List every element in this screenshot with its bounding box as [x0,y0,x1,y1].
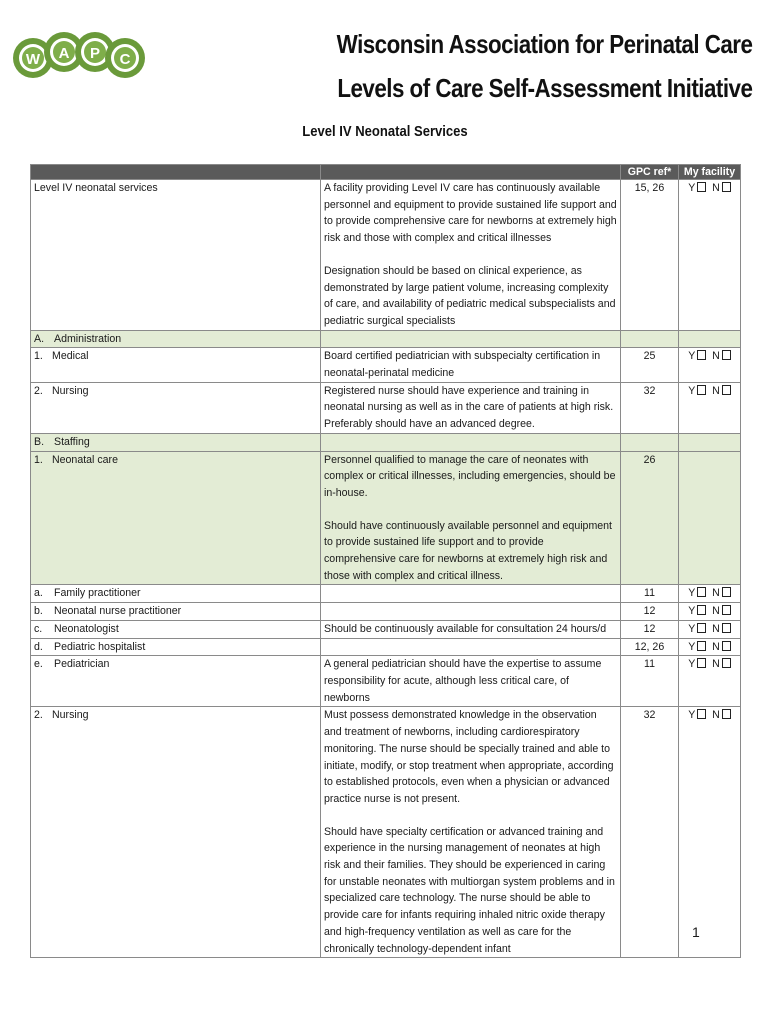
logo-circle-c [105,38,145,78]
yes-checkbox[interactable] [697,641,706,651]
section-row-staffing: B. Staffing [31,433,741,451]
row-description: Registered nurse should have experience and training in neonatal nursing as well as in the care of patients at high risk. Preferably should have an advanced degree. [321,382,621,433]
table-row: e. Pediatrician A general pediatrician should have the expertise to assume responsibility for acute, although less critical care, of newborns 11 Y N [31,656,741,707]
title-line-2: Levels of Care Self-Assessment Initiative [336,73,752,103]
row-description: Must possess demonstrated knowledge in the observation and treatment of newborns, including cardiorespiratory monitoring. The nurse should be specially trained and able to initiate, modify, or stop treatment when appropriate, according to established protocols, even when a physician or advanced practice nurse is not present. Should have specialty certification or advanced training and experience in the nursing management of neonates at high risk and their families. They should be experienced in caring for unstable neonates with multiorgan system problems and in specialized care technology. The nurse should be able to provide care for infants requiring inhaled nitric oxide therapy and high-frequency ventilation as well as care for the chronically technology-dependent infant [321,707,621,958]
svg-text:C: C [119,51,131,68]
table-row: a. Family practitioner 11 Y N [31,585,741,603]
yes-checkbox[interactable] [697,709,706,719]
yes-checkbox[interactable] [697,385,706,395]
table-row: 2. Nursing Registered nurse should have experience and training in neonatal nursing as well as in the care of patients at high risk. Preferably should have an advanced degree. 32 Y N [31,382,741,433]
row-label: Level IV neonatal services [31,180,321,331]
section-row-administration: A. Administration [31,330,741,348]
table-row: 1. Medical Board certified pediatrician with subspecialty certification in neonatal-perinatal medicine 25 Y N [31,348,741,382]
page-number: 1 [692,924,700,940]
no-checkbox[interactable] [722,709,731,719]
row-facility-yn: Y N [679,180,741,331]
yes-checkbox[interactable] [697,623,706,633]
yes-checkbox[interactable] [697,350,706,360]
svg-text:W: W [25,51,41,68]
no-checkbox[interactable] [722,658,731,668]
title-line-1: Wisconsin Association for Perinatal Care [336,29,752,59]
header-gpc-ref: GPC ref* [621,165,679,180]
table-row: 2. Nursing Must possess demonstrated knowledge in the observation and treatment of newborns, including cardiorespiratory monitoring. The nurse should be specially trained and able to initiate, modify, or stop treatment when appropriate, according to established protocols, even when a physician or advanced practice nurse is not present. Should have specialty certification or advanced training and experience in the nursing management of neonates at high risk and their families. They should be experienced in caring for unstable neonates with multiorgan system problems and in specialized care technology. The nurse should be able to provide care for infants requiring inhaled nitric oxide therapy and high-frequency ventilation as well as care for the chronically technology-dependent infant 32 Y N [31,707,741,958]
header-blank-2 [321,165,621,180]
table-row [31,180,741,331]
no-checkbox[interactable] [722,623,731,633]
header-my-facility: My facility [679,165,741,180]
no-checkbox[interactable] [722,182,731,192]
yes-checkbox[interactable] [697,182,706,192]
no-checkbox[interactable] [722,350,731,360]
table-row: d. Pediatric hospitalist 12, 26 Y N [31,638,741,656]
document-title [336,22,752,110]
row-description: Personnel qualified to manage the care of neonates with complex or critical illnesses, including emergencies, should be in-house. Should have continuously available personnel and equipment to provide sustained life support and to provide comprehensive care for newborns at extremely high risk and those with complex and critical illness. [321,451,621,585]
row-description: Board certified pediatrician with subspecialty certification in neonatal-perinatal medicine [321,348,621,382]
header-blank-1 [31,165,321,180]
row-description: A facility providing Level IV care has continuously available personnel and equipment to provide sustained life support and to provide comprehensive care for newborns at extremely high risk and those with complex and critical illnesses Designation should be based on clinical experience, as demonstrated by large patient volume, increasing complexity of care, and availability of pediatric medical subspecialists and pediatric surgical specialists [321,180,621,331]
yes-checkbox[interactable] [697,605,706,615]
table-row: 1. Neonatal care Personnel qualified to manage the care of neonates with complex or critical illnesses, including emergencies, should be in-house. Should have continuously available personnel and equipment to provide sustained life support and to provide comprehensive care for newborns at extremely high risk and those with complex and critical illness. 26 [31,451,741,585]
no-checkbox[interactable] [722,385,731,395]
wapc-logo [10,14,147,92]
no-checkbox[interactable] [722,641,731,651]
assessment-table [30,164,741,958]
page-subtitle: Level IV Neonatal Services [302,124,468,140]
svg-text:P: P [89,45,101,62]
table-row: c. Neonatologist Should be continuously available for consultation 24 hours/d 12 Y N [31,620,741,638]
row-gpc-ref: 15, 26 [621,180,679,331]
table-row: b. Neonatal nurse practitioner 12 Y N [31,603,741,621]
yes-checkbox[interactable] [697,587,706,597]
no-checkbox[interactable] [722,587,731,597]
yes-checkbox[interactable] [697,658,706,668]
no-checkbox[interactable] [722,605,731,615]
table-header-row [31,165,741,180]
svg-text:A: A [58,45,70,62]
